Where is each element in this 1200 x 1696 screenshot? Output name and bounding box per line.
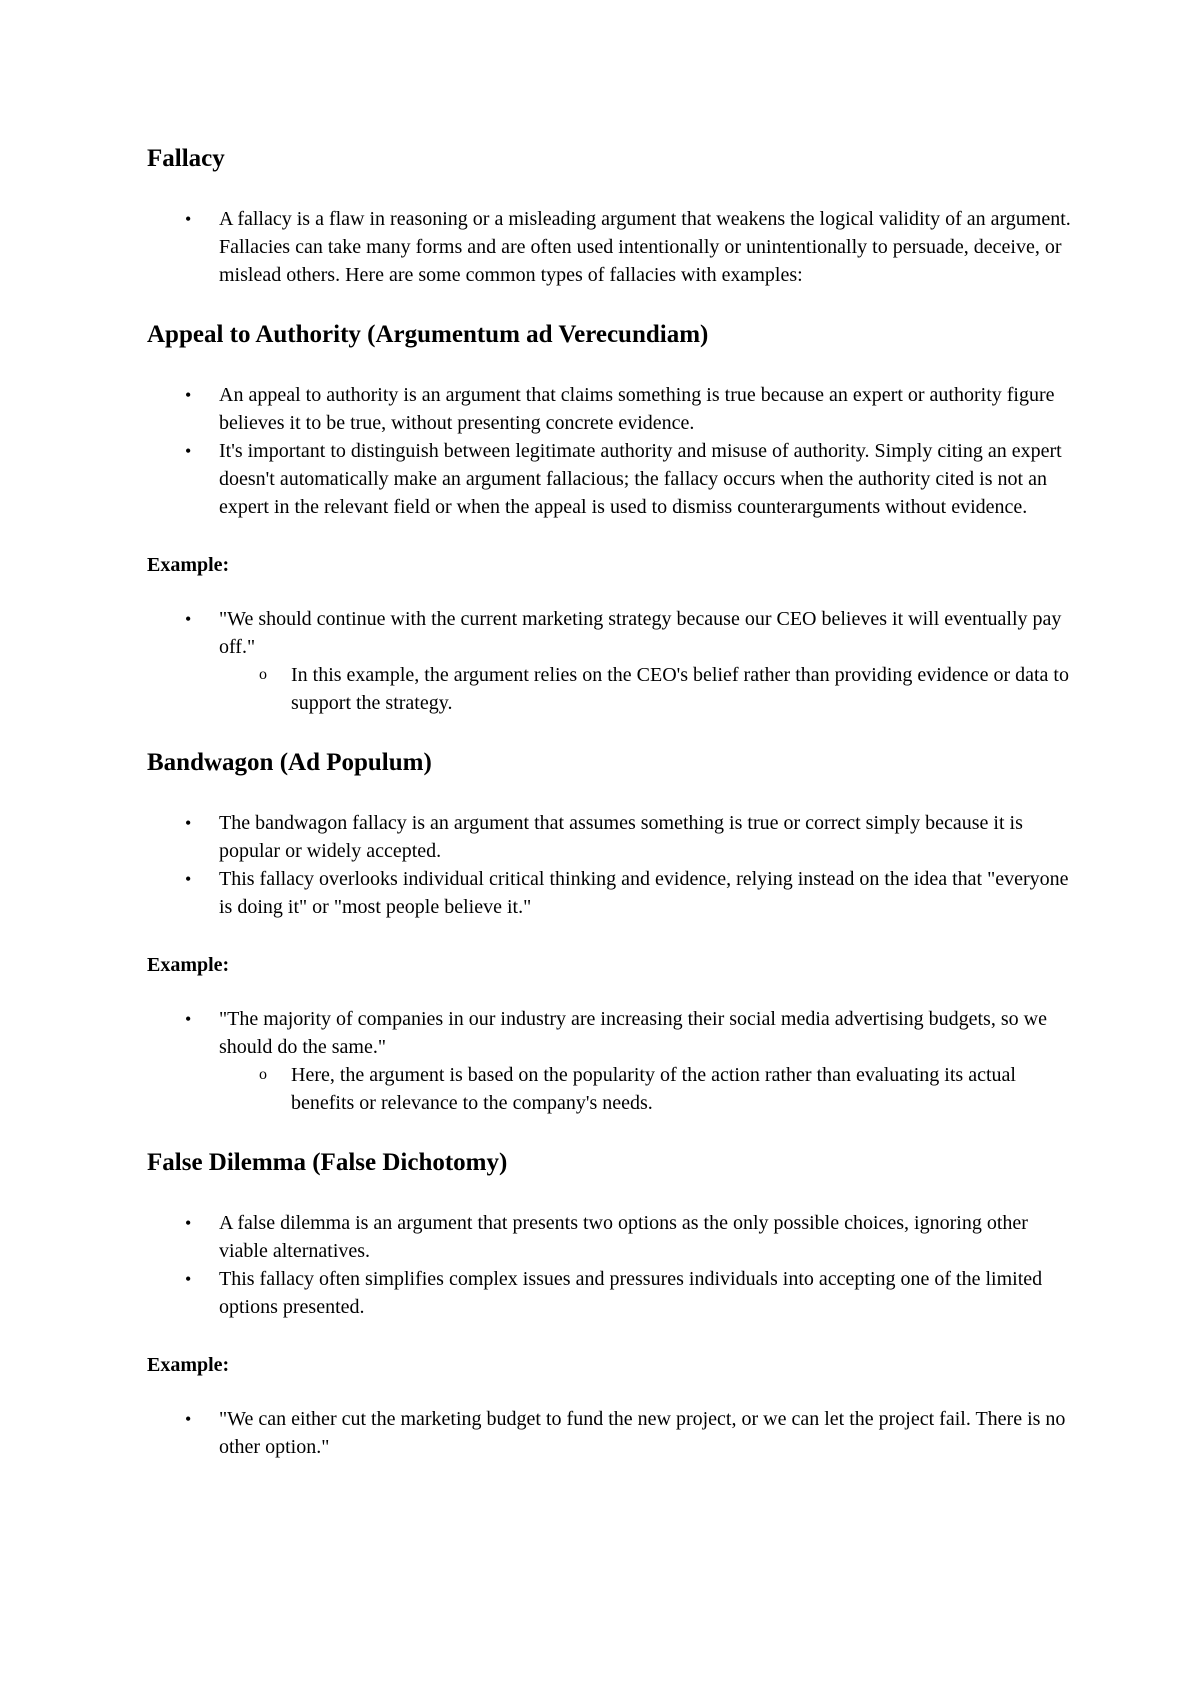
explanation-text: Here, the argument is based on the popularity of the action rather than evaluating its actual benefits or relevance to the company's needs.: [291, 1064, 1016, 1114]
section-point: [147, 437, 1080, 521]
bullet-icon: •: [185, 209, 192, 229]
bullet-icon: •: [185, 813, 192, 833]
example-label: Example:: [147, 1354, 230, 1376]
section-heading-false-dilemma: False Dilemma (False Dichotomy): [147, 1149, 508, 1176]
section-heading-appeal-to-authority: Appeal to Authority (Argumentum ad Verecundiam): [147, 321, 709, 348]
section-point: [147, 381, 1080, 437]
example-explanation: [219, 661, 1080, 717]
point-text: It's important to distinguish between legitimate authority and misuse of authority. Simply citing an expert doesn't automatically make an argument fallacious; the fallacy occurs when the authority cited is not an expert in the relevant field or when the appeal is used to dismiss counterarguments without evidence.: [219, 440, 1062, 518]
example-text: "We should continue with the current marketing strategy because our CEO believes it will eventually pay off.": [219, 608, 1062, 658]
bullet-icon: •: [185, 609, 192, 629]
bullet-icon: •: [185, 385, 192, 405]
example-item: [147, 605, 1080, 717]
example-list: [147, 1005, 1080, 1117]
example-label: Example:: [147, 954, 230, 976]
example-item: [147, 1405, 1080, 1461]
explanation-text: In this example, the argument relies on the CEO's belief rather than providing evidence or data to support the strategy.: [291, 664, 1069, 714]
page-title: Fallacy: [147, 145, 225, 172]
point-text: This fallacy overlooks individual critical thinking and evidence, relying instead on the idea that "everyone is doing it" or "most people believe it.": [219, 868, 1069, 918]
sub-bullet-icon: o: [259, 666, 267, 683]
point-text: A false dilemma is an argument that presents two options as the only possible choices, ignoring other viable alternatives.: [219, 1212, 1028, 1262]
example-item: [147, 1005, 1080, 1117]
bullet-icon: •: [185, 441, 192, 461]
section-heading-bandwagon: Bandwagon (Ad Populum): [147, 749, 432, 776]
section-points: [147, 381, 1080, 521]
sub-bullet-icon: o: [259, 1066, 267, 1083]
example-list: [147, 1405, 1080, 1461]
example-list: [147, 605, 1080, 717]
example-explanation-list: [219, 661, 1080, 717]
intro-list: [147, 205, 1080, 289]
section-point: [147, 865, 1080, 921]
example-explanation: [219, 1061, 1080, 1117]
point-text: The bandwagon fallacy is an argument that assumes something is true or correct simply because it is popular or widely accepted.: [219, 812, 1023, 862]
section-point: [147, 1265, 1080, 1321]
section-points: [147, 809, 1080, 921]
bullet-icon: •: [185, 1213, 192, 1233]
bullet-icon: •: [185, 1409, 192, 1429]
section-point: [147, 809, 1080, 865]
example-text: "We can either cut the marketing budget to fund the new project, or we can let the project fail. There is no other option.": [219, 1408, 1066, 1458]
bullet-icon: •: [185, 1009, 192, 1029]
section-point: [147, 1209, 1080, 1265]
intro-item: [147, 205, 1080, 289]
intro-text: A fallacy is a flaw in reasoning or a misleading argument that weakens the logical validity of an argument. Fallacies can take many forms and are often used intentionally or unintentionally to persuade, deceive, or mislead others. Here are some common types of fallacies with examples:: [219, 208, 1071, 286]
bullet-icon: •: [185, 1269, 192, 1289]
example-explanation-list: [219, 1061, 1080, 1117]
point-text: An appeal to authority is an argument that claims something is true because an expert or authority figure believes it to be true, without presenting concrete evidence.: [219, 384, 1055, 434]
example-text: "The majority of companies in our industry are increasing their social media advertising budgets, so we should do the same.": [219, 1008, 1047, 1058]
section-points: [147, 1209, 1080, 1321]
point-text: This fallacy often simplifies complex issues and pressures individuals into accepting one of the limited options presented.: [219, 1268, 1043, 1318]
bullet-icon: •: [185, 869, 192, 889]
example-label: Example:: [147, 554, 230, 576]
